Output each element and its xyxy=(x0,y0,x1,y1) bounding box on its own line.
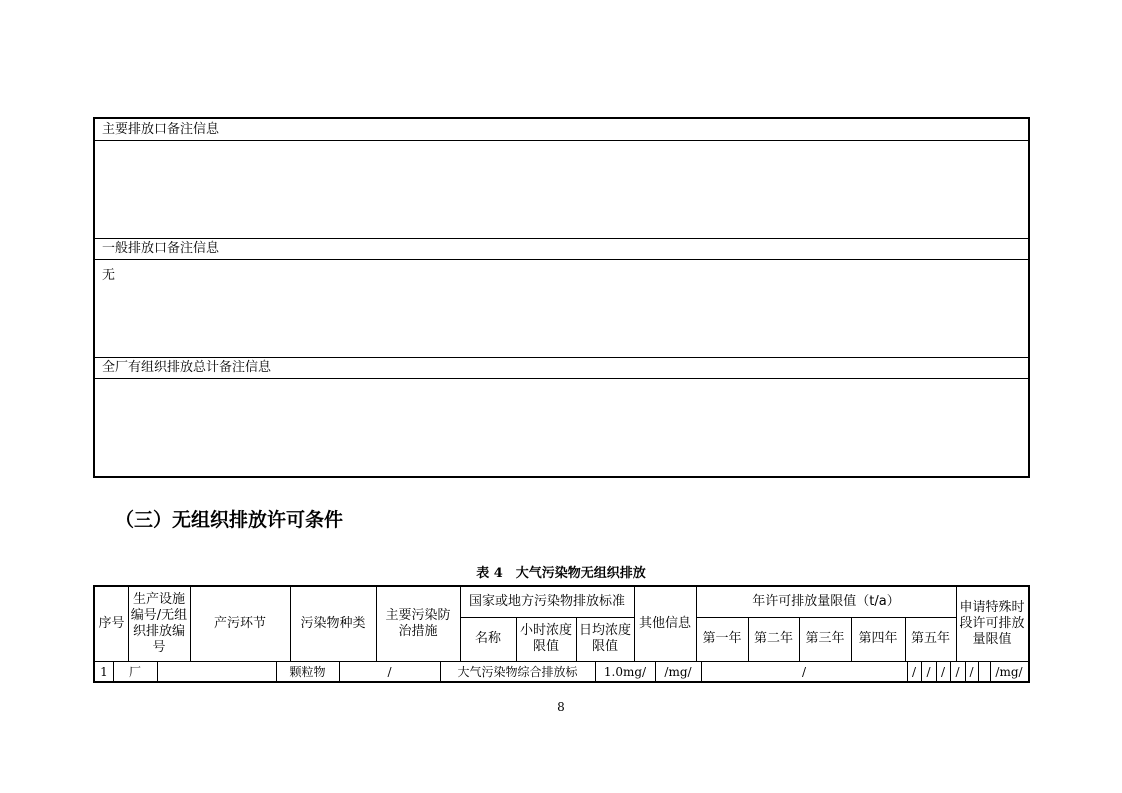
header-year3: 第三年 xyxy=(805,631,845,646)
row-day-limit: /mg/ xyxy=(664,665,692,679)
row-year5: / xyxy=(969,665,974,679)
row-year1: / xyxy=(911,665,917,679)
plant-total-remarks-value xyxy=(95,379,1028,476)
row-seq: 1 xyxy=(100,665,108,679)
header-year2: 第二年 xyxy=(753,631,793,646)
header-year5: 第五年 xyxy=(910,631,950,646)
row-hour-limit: 1.0mg/ xyxy=(603,665,647,679)
header-other: 其他信息 xyxy=(638,616,691,631)
table-caption: 表 4 大气污染物无组织排放 xyxy=(476,566,646,581)
header-annual-group: 年许可排放量限值（t/a） xyxy=(752,594,900,609)
general-outlet-remarks-label: 一般排放口备注信息 xyxy=(102,241,220,256)
row-process xyxy=(157,663,276,681)
row-year4: / xyxy=(955,665,960,679)
header-std-name: 名称 xyxy=(474,631,501,646)
row-special: /mg/ xyxy=(995,665,1023,679)
emission-table xyxy=(93,585,1030,683)
row-pollutant: 颗粒物 xyxy=(289,665,326,679)
header-pollutant: 污染物种类 xyxy=(300,616,366,631)
header-year4: 第四年 xyxy=(858,631,898,646)
general-outlet-remarks-value: 无 xyxy=(102,268,116,283)
main-outlet-remarks-label: 主要排放口备注信息 xyxy=(102,122,220,137)
row-other: / xyxy=(801,665,807,679)
remarks-table xyxy=(93,117,1030,478)
header-special: 申请特殊时段许可排放量限值 xyxy=(959,600,1025,647)
row-std-name: 大气污染物综合排放标 xyxy=(457,665,578,679)
header-process: 产污环节 xyxy=(213,616,266,631)
row-facility-id: 厂 xyxy=(128,665,141,679)
header-facility-id: 生产设施编号/无组织排放编号 xyxy=(130,592,188,655)
header-standard-group: 国家或地方污染物排放标准 xyxy=(468,594,625,609)
plant-total-remarks-label: 全厂有组织排放总计备注信息 xyxy=(102,360,272,375)
row-year2: / xyxy=(926,665,931,679)
header-year1: 第一年 xyxy=(702,631,742,646)
row-measures: / xyxy=(387,665,392,679)
header-measures: 主要污染防治措施 xyxy=(385,608,451,639)
header-seq: 序号 xyxy=(98,616,125,631)
row-year3: / xyxy=(940,665,946,679)
page-number: 8 xyxy=(557,700,565,714)
section-title: （三）无组织排放许可条件 xyxy=(115,509,344,531)
header-hour-limit: 小时浓度限值 xyxy=(519,623,572,654)
header-day-limit: 日均浓度限值 xyxy=(578,623,631,654)
main-outlet-remarks-value xyxy=(95,141,1028,238)
